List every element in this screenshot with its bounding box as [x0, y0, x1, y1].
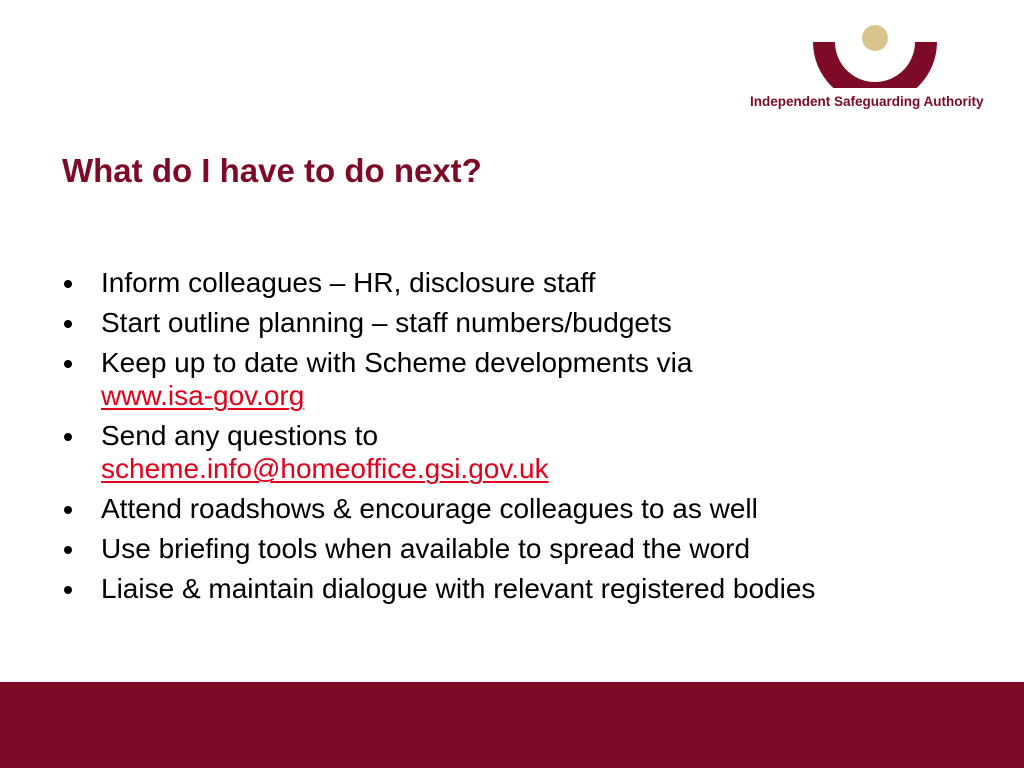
bullet-dot-icon: [64, 586, 72, 594]
list-item: [62, 346, 942, 412]
list-item: [62, 419, 942, 485]
bullet-dot-icon: [64, 506, 72, 514]
bullet-text: Keep up to date with Scheme developments via: [101, 347, 693, 378]
bullet-dot-icon: [64, 546, 72, 554]
bullet-dot-icon: [64, 360, 72, 368]
bullet-dot-icon: [64, 320, 72, 328]
org-name: Independent Safeguarding Authority: [750, 94, 984, 109]
list-item: [62, 266, 942, 299]
bullet-text: Use briefing tools when available to spread the word: [101, 533, 751, 564]
bullet-dot-icon: [64, 280, 72, 288]
bullet-dot-icon: [64, 433, 72, 441]
bullet-text: Attend roadshows & encourage colleagues to as well: [101, 493, 758, 524]
bullet-text: Liaise & maintain dialogue with relevant registered bodies: [101, 573, 816, 604]
list-item: [62, 572, 942, 605]
bullet-text: Start outline planning – staff numbers/budgets: [101, 307, 672, 338]
bullet-list: [62, 266, 942, 612]
footer-band: [0, 682, 1024, 768]
isa-logo-icon: [805, 18, 945, 88]
scheme-email-link[interactable]: scheme.info@homeoffice.gsi.gov.uk: [101, 453, 549, 484]
list-item: [62, 532, 942, 565]
org-logo: [750, 18, 1005, 118]
bullet-text: Inform colleagues – HR, disclosure staff: [101, 267, 596, 298]
list-item: [62, 492, 942, 525]
slide-title: What do I have to do next?: [62, 152, 482, 189]
isa-website-link[interactable]: www.isa-gov.org: [101, 380, 305, 411]
list-item: [62, 306, 942, 339]
bullet-text: Send any questions to: [101, 420, 379, 451]
